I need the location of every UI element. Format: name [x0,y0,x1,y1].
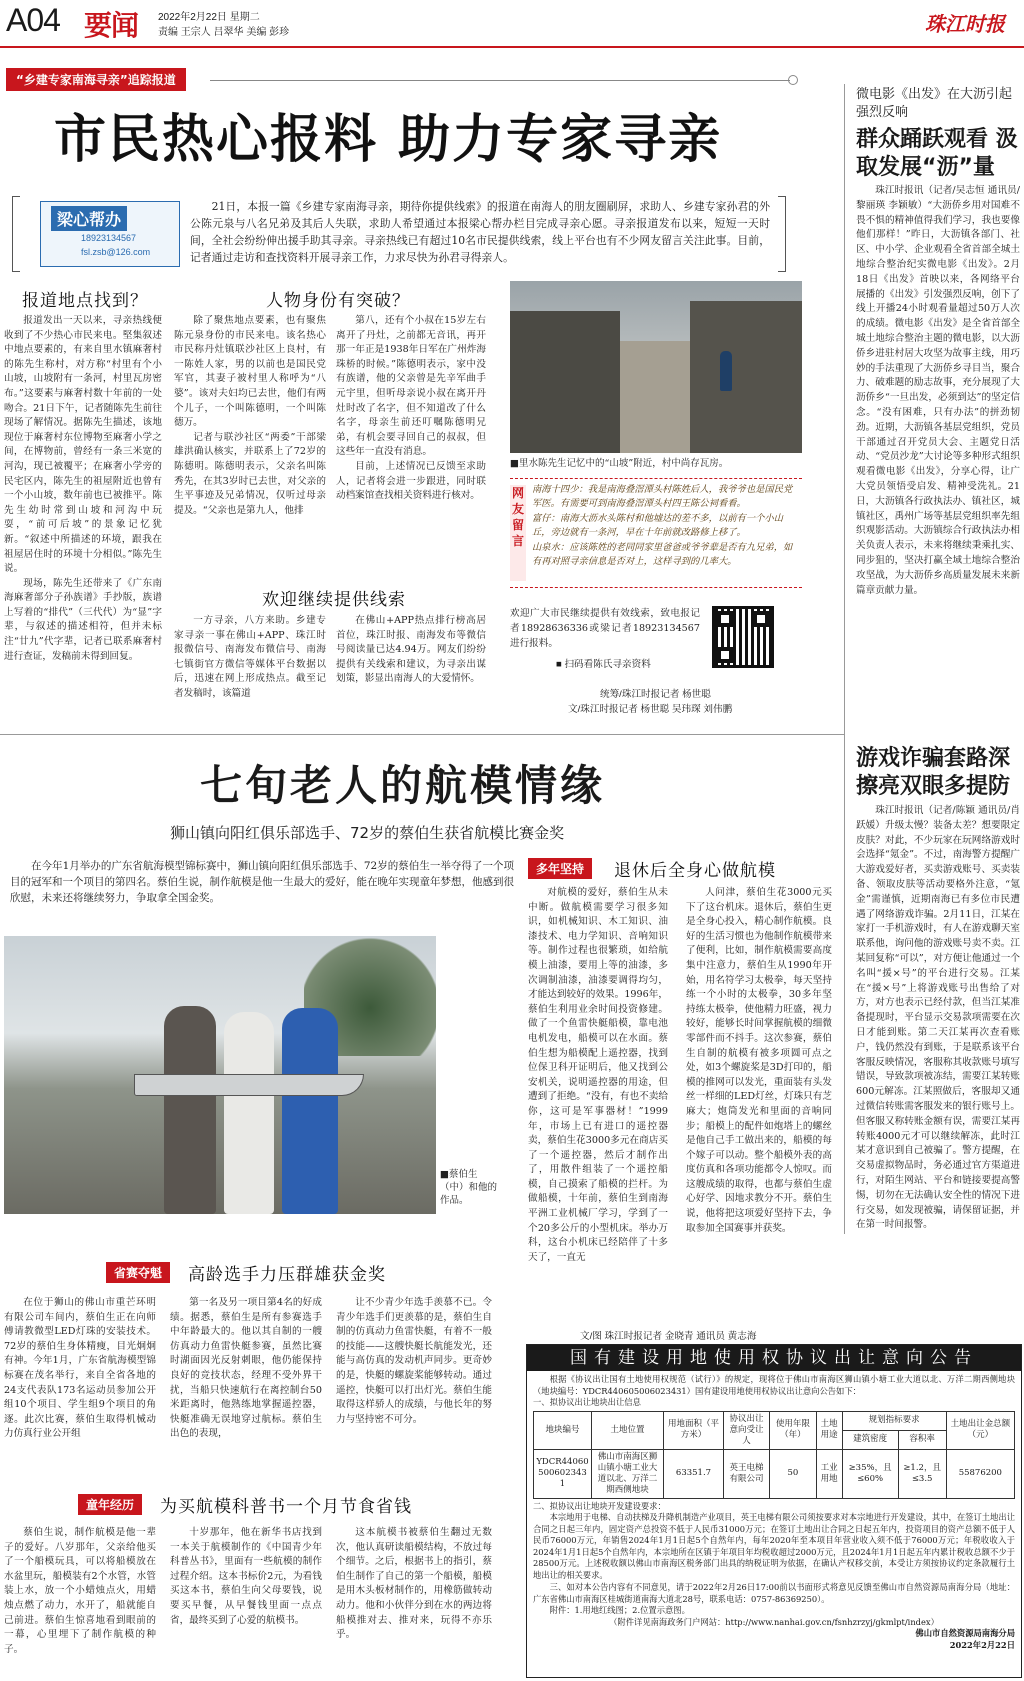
table-row: YDCR440605006023431 佛山市南海区狮山镇小塘工业大道以北、万洋二期西侧地块 63351.7 英王电梯有限公司 50 工业用地 ≥35%，且≤60% ≥1.2，且≤3.5 55876200 [534,1449,1015,1498]
netizen-comment-2: 富仔：南海大沥水头陈村和他墟达的差不多，以前有一个小山丘，旁边就有一条河，早在十年前就改路修上移了。 [532,512,784,539]
story1-lead: 21日，本报一篇《乡建专家南海寻亲，期待你提供线索》的报道在南海人的朋友圈刷屏，求助人、乡建专家孙君的外公陈元泉与八名兄弟及其后人失联，求助人希望通过本报梁心帮办栏目完成寻亲心愿。寻亲报道发布以来，短短一天时间，全社会纷纷伸出援手助其寻亲。寻亲热线已有超过10名市民提供线索，线上平台也有不少网友留言关注此事。目前，记者通过走访和查找资料开展寻亲工作，力求尽快为孙君寻得亲人。 [190,200,770,264]
story2-byline: 文/图 珠江时报记者 金晓青 通讯员 黄志海 [580,1331,757,1342]
story1-byline2: 文/珠江时报记者 杨世聪 吴玮琛 刘伟鹏 [568,704,733,715]
story2-colE: 让不少青少年选手羡慕不已。令青少年选手们更羡慕的是，蔡伯生自制的仿真动力鱼雷快艇，有着不一般的技能——这艘快艇长航能发光，还能与高仿真的发动机声同步。更奇妙的是，快艇的螺旋桨能够转动。通过遥控，快艇可以打出灯光。蔡伯生能取得这样骄人的成绩，与他长年的努力与坚持密不可分。 [336,1297,492,1425]
photo-model-ship [134,1074,364,1096]
model-ship-photo [4,936,436,1214]
column-logo [40,201,180,267]
sidebar1-kicker: 微电影《出发》在大沥引起强烈反响 [856,87,1013,120]
column-logo-phone: 18923134567 [81,233,137,243]
notice-issuer: 佛山市自然资源局南海分局 [915,1628,1015,1638]
photo-alley [620,341,690,453]
section-name: 要闻 [84,9,139,42]
netizen-comment-3: 山泉水：应该陈姓的老同同家里爸爸或爷爷辈是否有九兄弟，如有再对照寻亲信息是否对上，这样寻到的几率大。 [532,541,793,568]
sidebar-divider [844,84,845,1234]
story2-colG: 十岁那年，他在新华书店找到一本关于航模制作的《中国青少年科普丛书》，里面有一些航模的制作过程介绍。这本书标价2元，为看钱买这本书，蔡伯生向父母要钱，说要买早餐，从早餐钱里面一点点省，最终买到了心爱的航模书。 [170,1527,322,1626]
story1-sub1: 报道地点找到？ [22,291,148,311]
story2-top-rule [0,734,844,735]
page-number: A04 [6,2,60,38]
qr-arrow-icon: ■ [556,659,565,670]
story1-byline1: 统筹/珠江时报记者 杨世聪 [600,689,711,700]
sidebar1-headline: 群众踊跃观看 汲取发展“沥”量 [856,127,1018,180]
notice-title: 国有建设用地使用权协议出让意向公告 [527,1345,1021,1371]
photo-person-center [224,1012,274,1214]
sidebar2-body: 珠江时报讯（记者/陈颖 通讯员/肖跃媛）升级太慢？装备太差？想要限定皮肤？对此，不少玩家在玩网络游戏时会选择“氪金”。不过，南海警方提醒广大游戏爱好者，买卖游戏账号、买卖装备、领取皮肤等活动要格外注意，“氪金”需谨慎，近期南海已有多位市民遭遇了网络游戏诈骗。2月11日，江某在家打一手机游戏时，有人在游戏聊天室联系他，询问他的游戏账号卖不卖。江某回复称“可以”，对方便让他通过一个名叫“援×号”的平台进行交易。江某在“援×号”上将游戏账号出售给了对方，对方也表示已经付款，但当江某准备提现时，平台显示交易款项需要在次日才能到账。第二天江某再次查看账户，钱仍然没有到账，于是联系该平台客服反映情况，客服称其收款账号填写错误，导致款项被冻结，需要江某转账600元解冻。江某照做后，客服却又通过微信转账需客服发来的银行账号上。但客服又称转账金额有误，需要江某再转账4000元才可以继续解冻，此时江某才意识到自己被骗了。警方提醒，在交易虚拟物品时，务必通过官方渠道进行，对陌生网站、平台和链接要提高警惕，切勿在无法确认安全性的情况下进行交易，如发现被骗，请保留证据，并在第一时间报警。 [856,805,1020,1231]
story1-col3: 第八，还有个小叔在15岁左右离开了丹灶，之前都无音讯，再开那一年正是1938年日军在广州炸海珠桥的时候。”陈德明表示，家中没有族谱，他的父亲曾是先辛军曲手元宇里，但听母亲说小叔在离开丹灶时改了名字，但不知道改了什么名字，母亲生前还叮嘱陈德明兄弟，有机会要寻回自己的叔叔，但这些年一直没有消息。 目前，上述情况已反馈至求助人，记者将会进一步跟进，同时联动档案馆查找相关资料进行核对。 [336,315,486,502]
village-photo [510,281,802,453]
qr-finder-2 [753,611,769,627]
qr-finder-1 [717,611,733,627]
story1-headline: 市民热心报料 助力专家寻亲 [54,110,723,170]
netizen-box [510,478,802,588]
story1-sub2: 人物身份有突破？ [266,291,410,311]
model-ship-photo-caption: ■蔡伯生（中）和他的作品。 [440,1169,498,1206]
qr-code[interactable] [712,606,774,668]
story1-sub3: 欢迎继续提供线索 [262,590,406,610]
notice-sec3: 三、如对本公告内容有不同意见，请于2022年2月26日17:00前以书面形式将意见反馈至佛山市自然资源局南海分局（地址：广东省佛山市南海区桂城街道南海大道北28号，联系电话：0757-86369250）。 [533,1582,1015,1604]
notice-sec1: 一、拟协议出让地块出让信息 [533,1397,641,1407]
sidebar2-headline: 游戏诈骗套路深 擦亮双眼多提防 [856,746,1011,799]
photo-person-right [282,1008,338,1214]
notice-sec2: 二、拟协议出让地块开发建设要求： [533,1500,666,1511]
story1-col1: 报道发出一天以来，寻亲热线便收到了不少热心市民来电。堅集叙述中地点要素的，有来自里水镇麻奢村的陈先生称村，对方称“村里有个小山坡，山坡附有一条河，村里瓦房密布。”这要素与麻奢村数十年前的一处吻合。21日下午，记者随陈先生前往现场了解情况。据陈先生描述，该地现位于麻奢村东位博物至麻奢小学之间，在博物前，曾经有一条三米宽的河沟，现已被覆平；在麻奢小学旁的民宅区内，陈先生的祖屋附近也曾有一个小山坡，数年前也已被推平。陈先生幼时常到山坡和河沟中玩耍，“前可后坡”的景象记忆犹新。“叙述中所描述的环境，跟我在祖屋居住时的环境十分相似。”陈先生说。 现场，陈先生还带来了《广东南海麻奢部分子孙族谱》手抄版，族谱上写着的“排代”（三代代）为“显”字辈，与叙述的描述相符，但并未标注“廿九”代字辈，记者已联系麻奢村进行查证，发稿前未得到回复。 [4,315,162,662]
qr-finder-3 [717,647,733,663]
notice-link[interactable]: （附件详见南海政务门户网站：http://www.nanhai.gov.cn/fsnhzrzyj/gkmlpt/index） [609,1616,939,1627]
story1-kicker: “乡建专家南海寻亲”追踪报道 [6,68,186,91]
story1-col5: 在佛山+APP热点排行榜高居首位，珠江时报、南海发布等微信号阅读量已达4.94万。网友们纷纷提供有关线索和建议，为寻亲出谋划策，影显出南海人的大爱情怀。 [336,615,486,685]
netizen-label: 网友留言 [510,485,526,581]
sidebar1-body: 珠江时报讯（记者/吴志恒 通讯员/黎丽瑛 李颖敏）“大沥侨乡用对国难不畏不惧的精神值得我们学习，我也要像他们那样！”昨日，大沥镇各部门、社区、中小学、企业观看全省首部全城土地综合整治纪实微电影《出发》。2月18日《出发》首映以来，各网络平台展播的《出发》引发强烈反响，创下了线上开播24小时观看量超过50万人次的成绩。微电影《出发》是全省首部全城土地综合整治主题的微电影，以大沥侨乡进驻村居大攻坚为故事主线，用巧妙的手法重现了大沥侨乡寻目当，聚合力、破难题的励志故事，充分展现了大沥侨乡“一旦出发，必须到达”的坚定信念。“没有困难，只有办法”的拼劲韧劲。近期，大沥镇各基层党组织，党员干部通过召开党员大会、主题党日活动、“党员沙龙”大讨论等多种形式组织观看微电影《出发》，分享心得，让广大党员领悟受启发、精神受洗礼。21日，大沥镇各行政执法办、镇社区，城镇社区，禹州广场等基层党组织率先组织观影活动。大沥镇综合行政执法办相关负责人表示，未来将继续秉乘扎实、同步狙的，坚决打赢全域土地综合整治攻坚战，为大沥侨乡高质量发展未来新篇章贡献力量。 [856,185,1020,596]
page-header [0,0,1024,46]
story2-tag3: 童年经历 [78,1494,142,1515]
editors-line: 责编 王宗人 吕翠华 美编 彭珍 [158,27,290,38]
notice-body2: 本宗地用于电梯、自动扶梯及升降机制造产业项目，英王电梯有限公司须按要求对本宗地进行开发建设，其中，在签订土地出让合同之日起三年内，固定资产总投资不低于人民币31000万元；在签订土地出让合同之日起五年内，投资项目的资产总额不低于人民币76000万元，年销售2024年1月1日起5个自然年内，每年2020年至本项目年营业收入须不低于76000万元；年税收收入于2024年1月1日起5个自然年内，本宗地所在区镇于年项目年均税收超过2000万元，且2024年1月1日起五年内累计税收总额不少于28500万元。上述税收额以佛山市南海区税务部门出具的纳税证明为依据，在确认产权移交前，本受让方须按协议约定条款履行土地出让的相关要求。 [533,1512,1015,1580]
lead-bracket-left [12,196,20,272]
story2-subtitle: 狮山镇向阳红俱乐部选手、72岁的蔡伯生获省航模比赛金奖 [170,824,565,842]
masthead-logo: 珠江时报 [925,12,1005,36]
notice-intro: 根据《协议出让国有土地使用权规范（试行）》的规定，现将位于佛山市南海区狮山镇小塘工业大道以北、万洋二期西侧地块（地块编号：YDCR440605006023431）国有建设用地使用权协议出让意向公告如下： [533,1374,1015,1396]
photo-wall-right [690,301,802,453]
village-photo-caption: ■里水陈先生记忆中的“山坡”附近，村中尚存瓦房。 [510,458,729,469]
story2-tag1: 多年坚持 [528,858,592,879]
qr-label: ■ 扫码看陈氏寻亲资料 [556,659,651,670]
photo-wall-left [510,311,620,453]
story2-colF: 蔡伯生说，制作航模是他一辈子的爱好。八岁那年，父亲给他买了一个船模玩具，可以将船模放在水盆里玩，船模装有2个水管，水管装上水，放一个小蜡烛点火，用蜡烛点燃了动力，水开了，船就能自己前进。蔡伯生惊喜地看到眼前的一幕，心里埋下了制作航模的种子。 [4,1527,156,1655]
story2-colA: 对航模的爱好，蔡伯生从未中断。做航模需要学习很多知识，如机械知识、木工知识、油漆技术、电力学知识、音响知识等。制作过程也很繁琐，如给航模上油漆，要用上等的油漆，多次调制油漆，油漆要调得均匀，才能达到较好的效果。1996年，蔡伯生利用业余时间投资修建。做了一个鱼雷快艇船模，靠电池电机发电，船模可以在水面。蔡伯生想为船模配上遥控器，找到位保卫科开证明后，他又找到公安机关，说明遥控器的用途，但遭到了拒绝。“没有，有也不卖给你，这可是军事器材！”1999年，市场上已有进口的遥控器卖，蔡伯生花3000多元在商店买了一个遥控器，然后才制作出了，用散件组装了一个遥控船模，自己摸索了船模的拦杆。为做船模，十年前，蔡伯生到南海平洲工业机械厂学习，学到了一个20多公斤的小型机床。举办万科，这台小机床已经陪伴了十多天了，一直无 [528,887,668,1263]
kicker-line [210,80,790,81]
column-logo-title: 梁心帮办 [51,206,127,231]
column-logo-email: fsl.zsb@126.com [81,247,151,257]
photo-person-left [164,1006,216,1214]
kicker-line-end [788,75,798,85]
story2-sub3: 为买航模科普书一个月节食省钱 [160,1497,412,1517]
notice-attachment: 附件：1.用地红线图；2.位置示意图。 [549,1605,690,1615]
story2-sub2: 高龄选手力压群雄获金奖 [188,1265,386,1285]
story2-colC: 在位于狮山的佛山市重芒环明有限公司车间内，蔡伯生正在向师傅请教微型LED灯珠的安装技术。72岁的蔡伯生身体精瘦，目光炯炯有神。今年1月，广东省航海模型锦标赛在茂名举行，来自全省各地的24支代表队173名运动员参加公开组10个项目、学生组9个项目的角逐。此次比赛，蔡伯生取得机械动力仿真行业公开组 [4,1297,156,1440]
contact-text: 欢迎广大市民继续提供有效线索，致电报记者18928636336或梁记者18923134567进行报料。 [510,608,700,649]
header-rule [0,46,1024,48]
notice-table: 地块编号 土地位置 用地面积（平方米） 协议出让意向受让人 使用年限（年） 土地用途 规划指标要求 土地出让金总额（元） 建筑密度 容积率 YDCR440605006023431 佛山市南海区狮山镇小塘工业大道以北、万洋二期西侧地块 63351.7 英王电梯有限公司 50 工业用地 ≥35%，且≤60% ≥1.2，且≤3.5 55876200 [533,1411,1015,1499]
story2-colB: 人问津，蔡伯生花3000元买下了这台机床。退休后，蔡伯生更是全身心投入，精心制作航模。良好的生活习惯也为他制作航模带来了便利，比如，制作航模需要高度集中注意力，蔡伯生从1990年开始，用名符学习太极拳，每天坚持练一个小时的太极拳，30多年坚持练太极拳，使他精力旺盛，视力较好，能够长时间掌握航模的细微零部件而不抖手。这次参赛，蔡伯生自制的航模有被多项圆可点之处，如3个螺旋桨是3D打印的，船模的推网可以发光，重面装有头发丝一样细的LED灯丝，灯珠只有芝麻大；炮筒发光和里面的音响同步；船模上的配件如炮塔上的螺丝是他自己手工做出来的，船模的每个嫁子可以动。整个船模外表的高度仿真和各项功能都令人惊叹。而这艘成绩的取得，也都与蔡伯生虚心好学、因地求教分不开。蔡伯生说，他将把这项爱好坚持下去，争取参加全国赛事并获奖。 [686,887,832,1234]
photo-person [720,351,732,391]
story2-headline: 七旬老人的航模情缘 [200,761,606,810]
story1-col4: 一方寻亲，八方来助。乡建专家寻亲一事在佛山+APP、珠江时报微信号、南海发布微信号、南海七镇街官方微信等媒体平台数据以后，迅速在网上形成热点。截至记者发稿时，该篇道 [174,615,326,699]
lead-bracket-right [778,196,786,272]
notice-date: 2022年2月22日 [949,1639,1015,1650]
land-notice [526,1344,1022,1678]
story2-sub1: 退休后全身心做航模 [614,861,776,881]
story2-lead: 在今年1月举办的广东省航海模型锦标赛中，狮山镇向阳红俱乐部选手、72岁的蔡伯生一举夺得了一个项目的冠军和一个项目的第四名。蔡伯生说，制作航模是他一生最大的爱好，能在晚年实现童年梦想，他感到很欣慰，未来还将继续努力，争取拿全国金奖。 [10,860,514,904]
netizen-comments [532,483,800,569]
issue-date: 2022年2月22日 星期二 [158,12,260,23]
story2-colD: 第一名及另一项目第4名的好成绩。据悉，蔡伯生是所有参赛选手中年龄最大的。他以其自制的一艘仿真动力鱼雷快艇参赛，虽然比赛时湖面因光反射刺眼，他仍能保持良好的竞技状态，经理不受外界干扰，当船只快速航行在离控制台50米距离时，他熟练地掌握遥控器，快艇准确无误地穿过航标。蔡伯生出色的表现， [170,1297,322,1440]
story2-tag2: 省赛夺魁 [106,1262,170,1283]
story1-col2: 除了聚焦地点要素，也有聚焦陈元泉身份的市民来电。该名热心市民称丹灶镇联沙社区上良村，有一陈姓人家，男的以前也是国民党军官，其妻子被村里人称呼为“八婆”。该对夫妇均已去世，他们有两个儿子，一个叫陈德明，一个叫陈德万。 记者与联沙社区“两委”干部梁雄洪确认核实，并联系上了72岁的陈德明。陈德明表示，父亲名叫陈秀先，在其3岁时已去世，对父亲的生平事迹及兄弟情况，仅听过母亲提及。“父亲也是第九人，他排 [174,315,326,516]
netizen-comment-1: 南海十四少：我是南海叠滘潭头村陈姓后人，我爷爷也是国民党军医。有需要可到南海叠滘潭头村四王陈公祠看看。 [532,484,793,510]
story2-colH: 这本航模书被蔡伯生翻过无数次，他认真研读船模结构，不放过每个细节。之后，根据书上的指引，蔡伯生制作了自己的第一个船模，船模是用木头板材制作的，用橡筋做转动动力。他和小伙伴分到在水的两边将船模推对去、推对来，玩得不亦乐乎。 [336,1527,492,1641]
